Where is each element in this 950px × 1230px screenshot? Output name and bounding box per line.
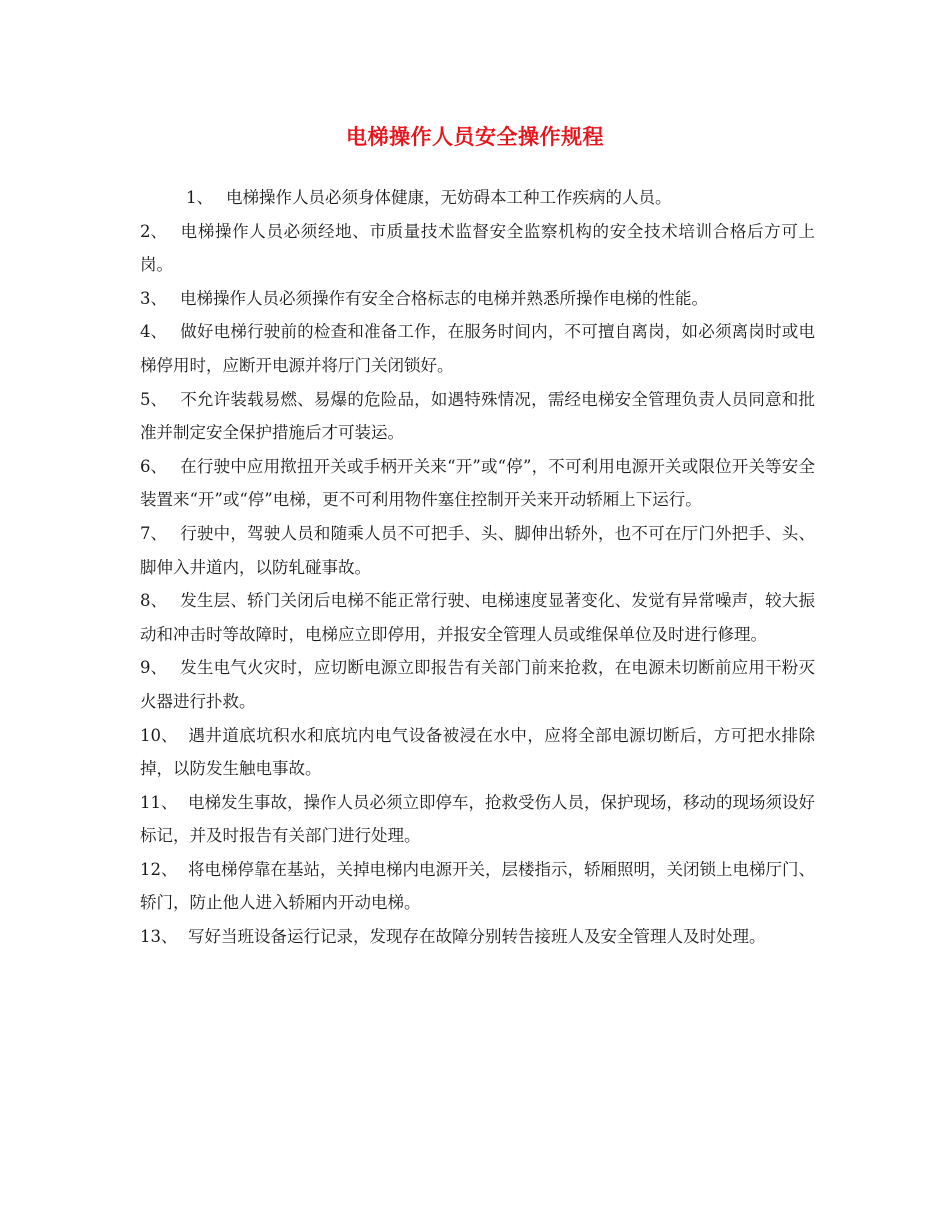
rule-item-12: [140, 853, 815, 920]
rule-item-2: [140, 215, 815, 282]
rule-number: 10、: [140, 725, 178, 745]
rule-item-10: [140, 719, 815, 786]
rule-text: 发生电气火灾时，应切断电源立即报告有关部门前来抢救，在电源未切断前应用干粉灭火器进行扑救。: [140, 658, 815, 711]
rule-text: 发生层、轿门关闭后电梯不能正常行驶、电梯速度显著变化、发觉有异常噪声，较大振动和冲击时等故障时，电梯应立即停用，并报安全管理人员或维保单位及时进行修理。: [140, 591, 815, 644]
rule-text: 写好当班设备运行记录，发现存在故障分别转告接班人及安全管理人及时处理。: [188, 927, 766, 947]
document-title: 电梯操作人员安全操作规程: [346, 124, 604, 149]
rule-number: 1、: [186, 188, 213, 207]
rule-item-9: [140, 651, 815, 718]
rule-text: 不允许装载易燃、易爆的危险品，如遇特殊情况，需经电梯安全管理负责人员同意和批准并制定安全保护措施后才可装运。: [140, 389, 815, 443]
rule-number: 4、: [140, 322, 167, 342]
rule-item-13: [140, 920, 815, 954]
rule-number: 5、: [140, 389, 167, 409]
rule-text: 遇井道底坑积水和底坑内电气设备被浸在水中，应将全部电源切断后，方可把水排除掉，以防发生触电事故。: [140, 725, 815, 779]
rule-item-6: [140, 450, 815, 517]
rule-number: 12、: [140, 859, 178, 879]
rule-item-1: [140, 181, 815, 215]
rule-item-3: [140, 282, 815, 316]
rule-text: 电梯发生事故，操作人员必须立即停车，抢救受伤人员，保护现场，移动的现场须设好标记，并及时报告有关部门进行处理。: [140, 792, 815, 846]
rule-number: 2、: [140, 221, 167, 241]
rule-number: 8、: [140, 591, 167, 611]
rule-text: 在行驶中应用揿扭开关或手柄开关来“开”或“停”，不可利用电源开关或限位开关等安全装置来“开”或“停”电梯，更不可利用物件塞住控制开关来开动轿厢上下运行。: [140, 456, 815, 510]
rule-number: 9、: [140, 658, 167, 678]
rule-text: 将电梯停靠在基站，关掉电梯内电源开关，层楼指示，轿厢照明，关闭锁上电梯厅门、轿门，防止他人进入轿厢内开动电梯。: [140, 859, 815, 913]
rule-text: 电梯操作人员必须操作有安全合格标志的电梯并熟悉所操作电梯的性能。: [180, 288, 708, 308]
rule-text: 做好电梯行驶前的检查和准备工作，在服务时间内，不可擅自离岗，如必须离岗时或电梯停用时，应断开电源并将厅门关闭锁好。: [140, 322, 815, 375]
rule-item-8: [140, 584, 815, 651]
rule-item-5: [140, 383, 815, 450]
rule-item-7: [140, 517, 815, 584]
rule-text: 电梯操作人员必须经地、市质量技术监督安全监察机构的安全技术培训合格后方可上岗。: [140, 221, 815, 275]
rule-number: 13、: [140, 927, 178, 947]
rule-number: 7、: [140, 523, 167, 543]
rule-text: 电梯操作人员必须身体健康，无妨碍本工种工作疾病的人员。: [226, 188, 672, 207]
rule-number: 3、: [140, 288, 167, 308]
rule-text: 行驶中，驾驶人员和随乘人员不可把手、头、脚伸出轿外，也不可在厅门外把手、头、脚伸入井道内，以防轧碰事故。: [140, 523, 815, 577]
rule-item-11: [140, 786, 815, 853]
rule-item-4: [140, 315, 815, 382]
rule-number: 11、: [140, 792, 178, 812]
document-body: [140, 181, 815, 954]
rule-number: 6、: [140, 456, 167, 476]
